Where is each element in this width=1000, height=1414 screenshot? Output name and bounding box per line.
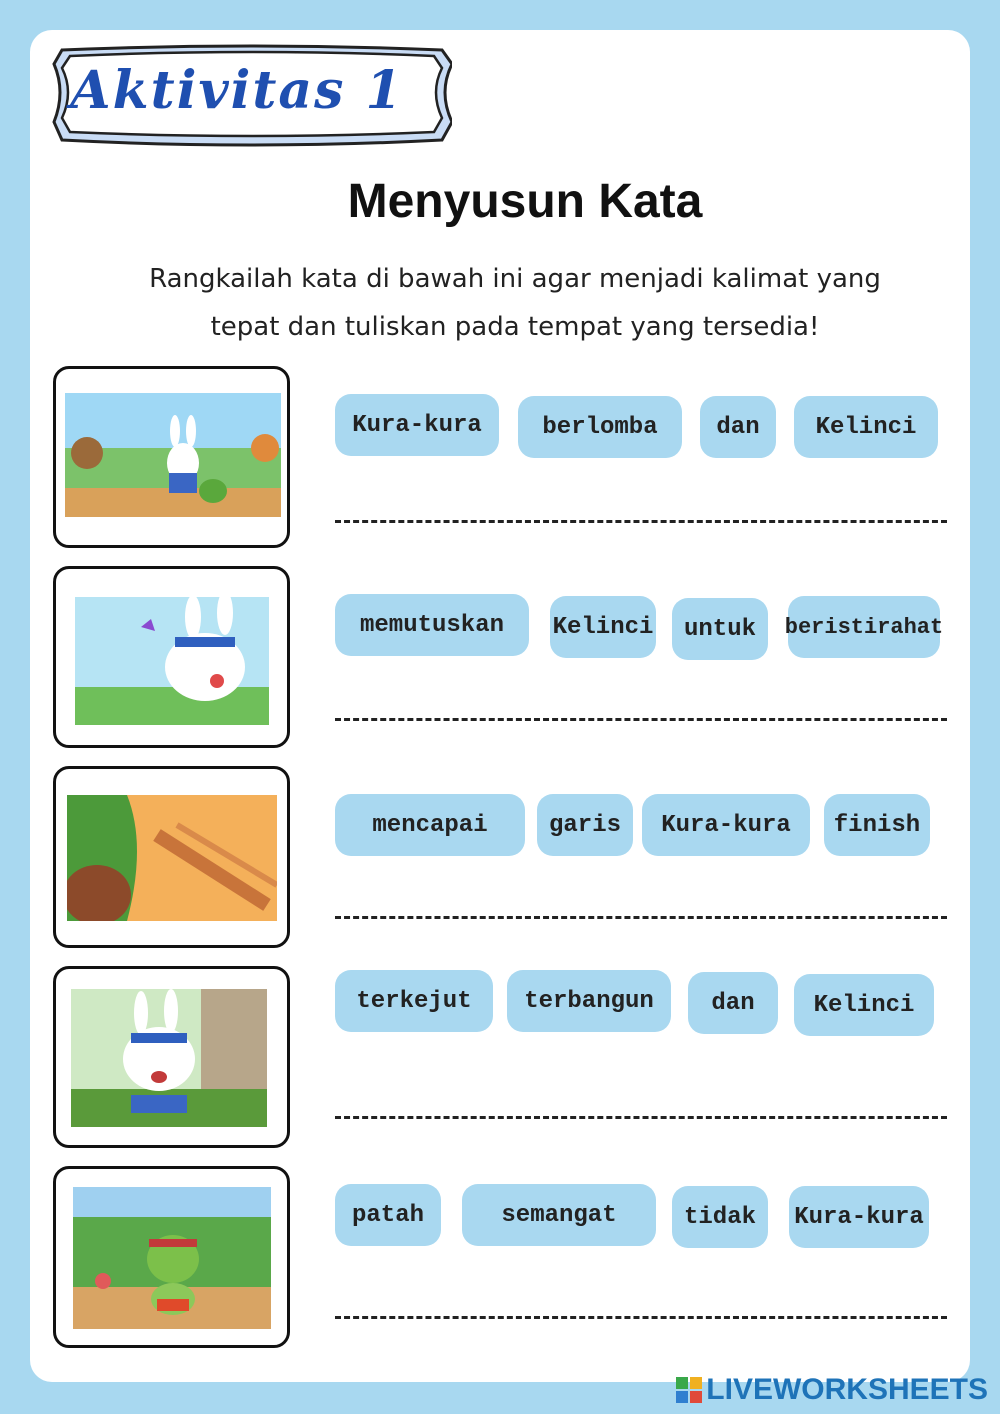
word-chip[interactable]: tidak	[672, 1186, 768, 1248]
word-chip[interactable]: berlomba	[518, 396, 682, 458]
story-picture	[53, 766, 290, 948]
word-chip[interactable]: dan	[700, 396, 776, 458]
word-chip[interactable]: terkejut	[335, 970, 493, 1032]
story-picture	[53, 1166, 290, 1348]
race-start-illustration	[65, 393, 281, 517]
word-chip[interactable]: Kura-kura	[642, 794, 810, 856]
word-chip[interactable]: Kura-kura	[335, 394, 499, 456]
banner-title: Aktivitas 1	[70, 60, 404, 121]
answer-line[interactable]	[335, 718, 947, 721]
word-chip[interactable]: Kura-kura	[789, 1186, 929, 1248]
exercise-row	[0, 766, 1000, 956]
brand-name: LIVEWORKSHEETS	[706, 1373, 988, 1406]
word-chip[interactable]: Kelinci	[794, 396, 938, 458]
answer-line[interactable]	[335, 520, 947, 523]
liveworksheets-logo-icon	[676, 1377, 702, 1403]
answer-line[interactable]	[335, 916, 947, 919]
exercise-row	[0, 566, 1000, 756]
story-picture	[53, 966, 290, 1148]
finish-line-illustration	[67, 795, 277, 921]
word-chip[interactable]: garis	[537, 794, 633, 856]
word-chip[interactable]: mencapai	[335, 794, 525, 856]
exercise-row	[0, 966, 1000, 1156]
rabbit-resting-illustration	[75, 597, 269, 725]
word-chip[interactable]: memutuskan	[335, 594, 529, 656]
story-picture	[53, 566, 290, 748]
story-picture	[53, 366, 290, 548]
word-chip[interactable]: terbangun	[507, 970, 671, 1032]
activity-banner	[52, 42, 452, 152]
instruction-line: tepat dan tuliskan pada tempat yang tersedia!	[210, 312, 820, 342]
liveworksheets-footer	[676, 1372, 988, 1408]
instruction-text	[90, 255, 940, 351]
word-chip[interactable]: semangat	[462, 1184, 656, 1246]
word-chip[interactable]: finish	[824, 794, 930, 856]
exercise-row	[0, 366, 1000, 556]
word-chip[interactable]: patah	[335, 1184, 441, 1246]
answer-line[interactable]	[335, 1316, 947, 1319]
answer-line[interactable]	[335, 1116, 947, 1119]
instruction-line: Rangkailah kata di bawah ini agar menjadi kalimat yang	[149, 264, 881, 294]
exercise-row	[0, 1166, 1000, 1356]
word-chip[interactable]: dan	[688, 972, 778, 1034]
page-title: Menyusun Kata	[347, 175, 703, 228]
word-chip[interactable]: Kelinci	[794, 974, 934, 1036]
turtle-walking-illustration	[73, 1187, 271, 1329]
word-chip[interactable]: beristirahat	[788, 596, 940, 658]
rabbit-surprised-illustration	[71, 989, 267, 1127]
word-chip[interactable]: untuk	[672, 598, 768, 660]
word-chip[interactable]: Kelinci	[550, 596, 656, 658]
